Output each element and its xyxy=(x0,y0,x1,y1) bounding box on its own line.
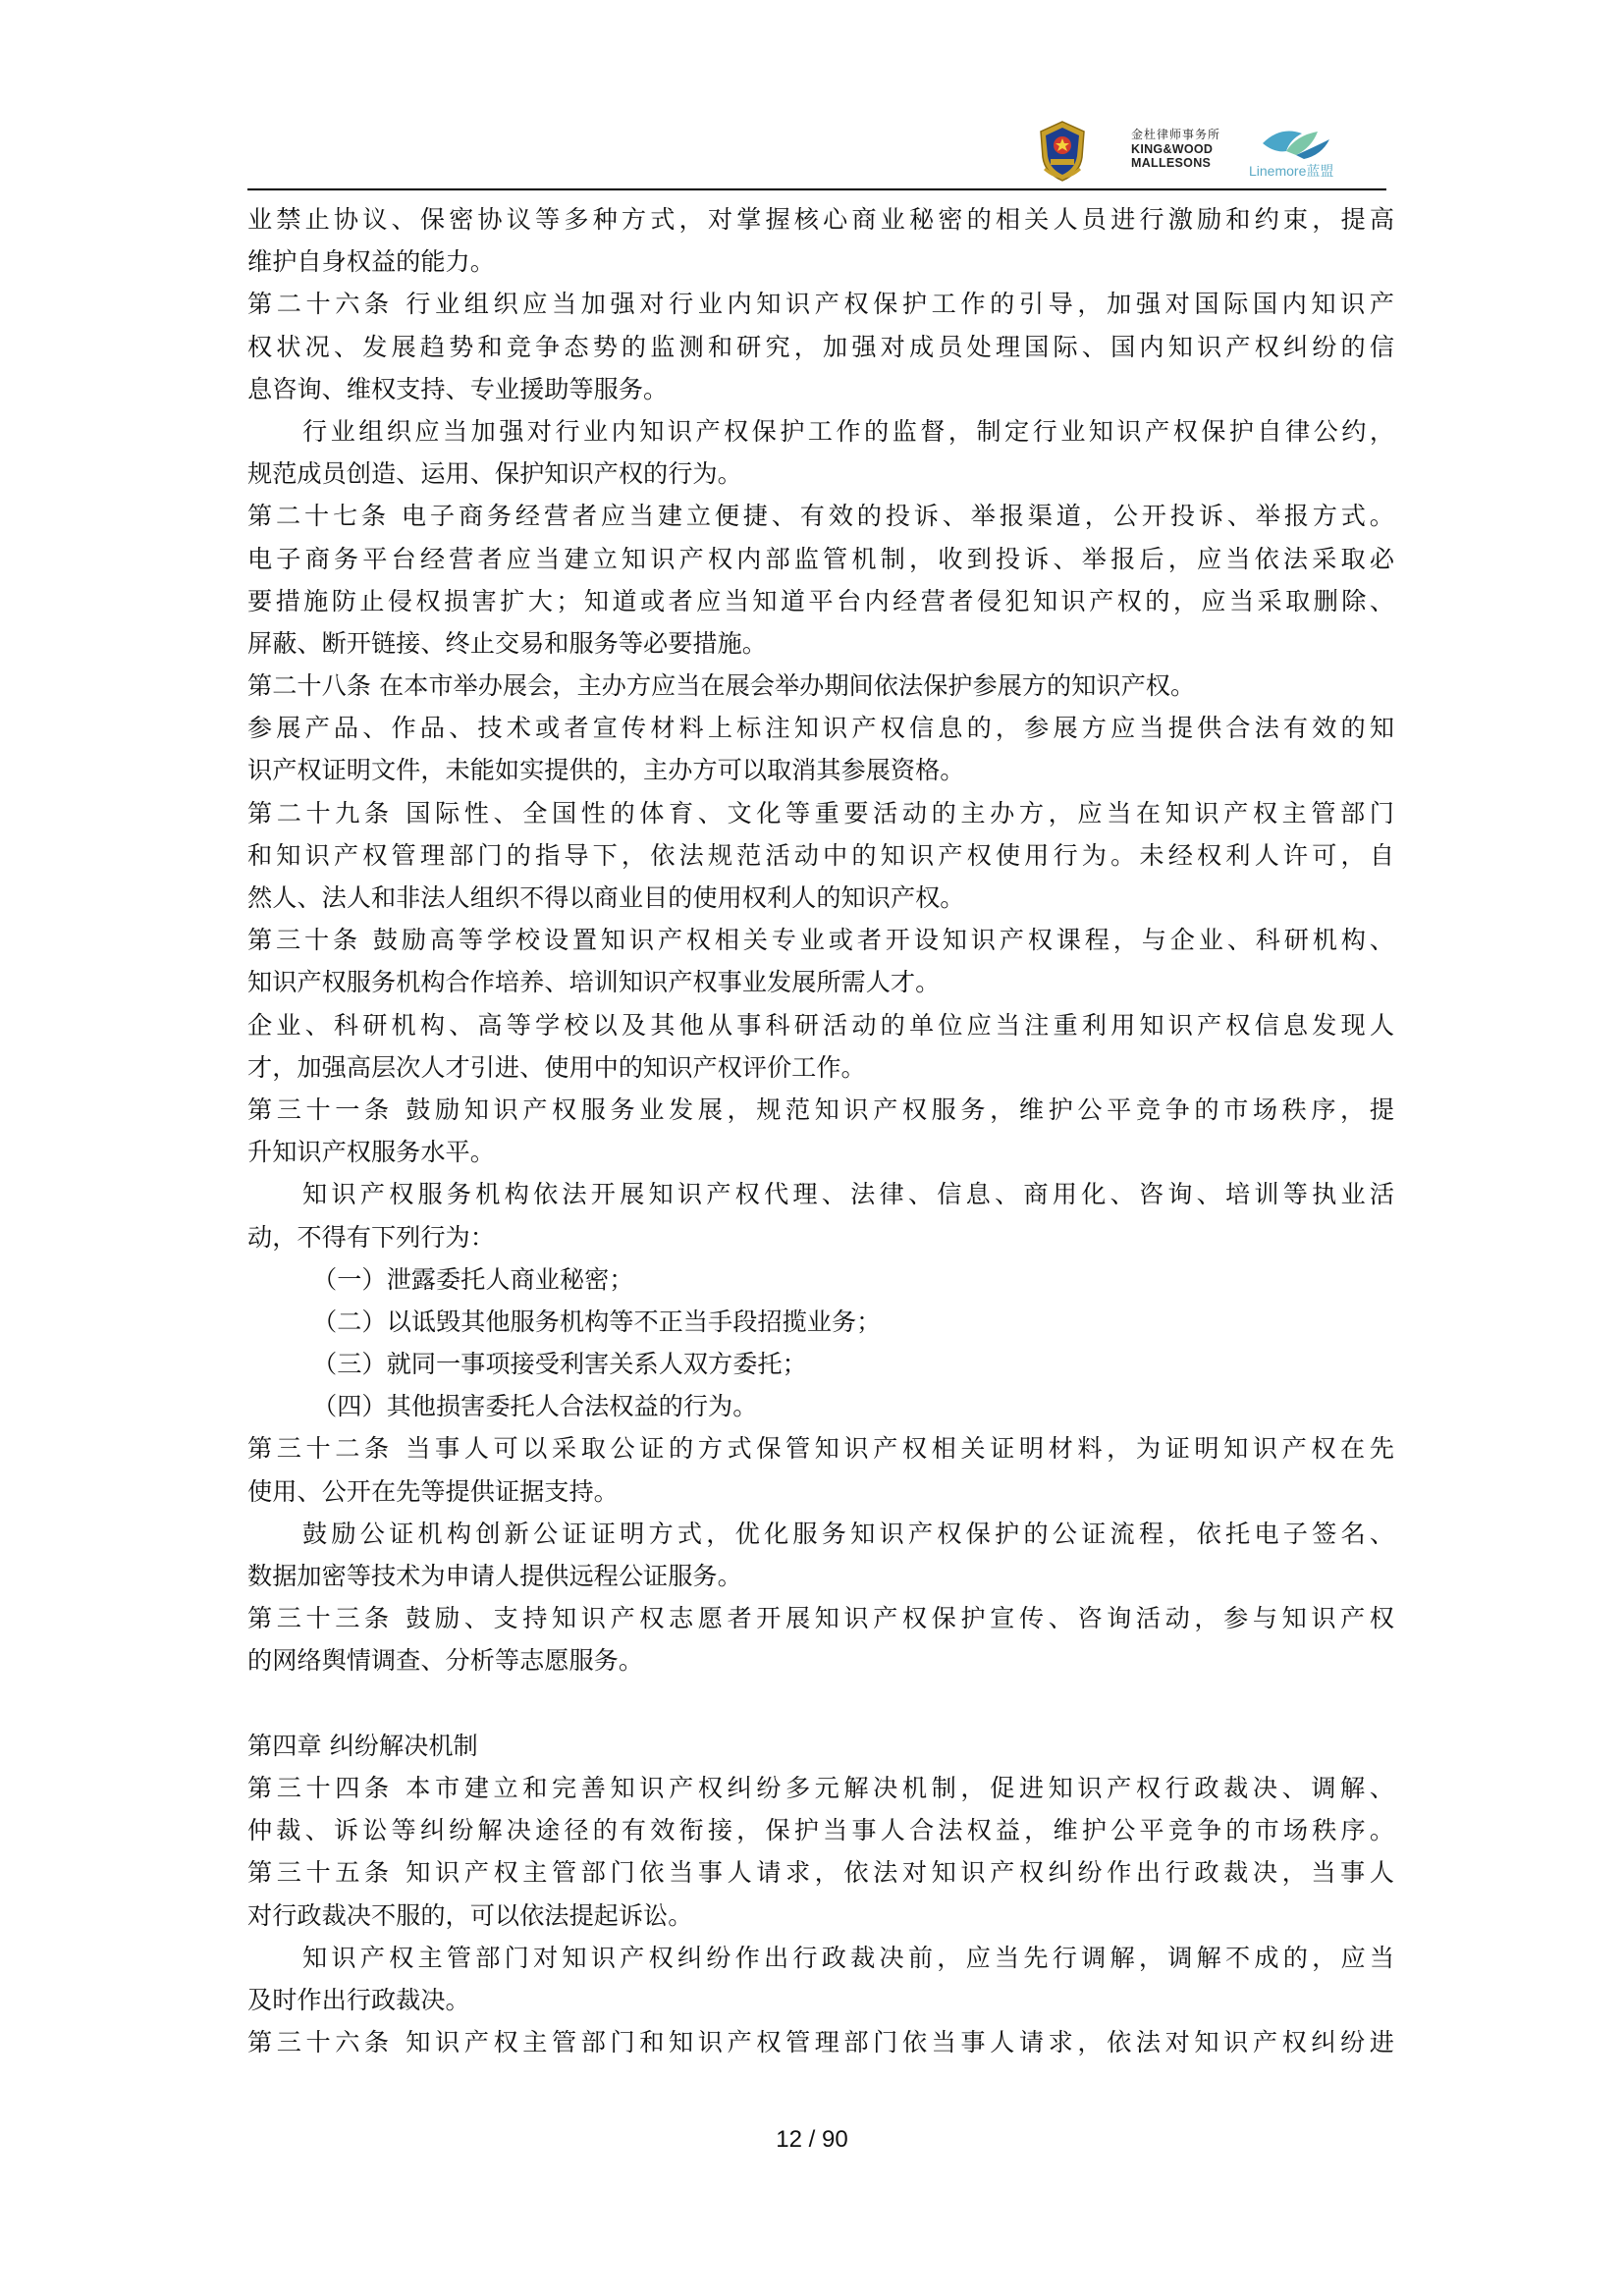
page-number: 12 / 90 xyxy=(776,2126,848,2153)
kwm-logo xyxy=(1131,126,1239,170)
text-line: 才，加强高层次人才引进、使用中的知识产权评价工作。 xyxy=(247,1052,866,1082)
text-line: 第三十三条 鼓励、支持知识产权志愿者开展知识产权保护宣传、咨询活动，参与知识产权 xyxy=(247,1604,1394,1633)
text-line: 动，不得有下列行为： xyxy=(247,1222,495,1252)
text-line: 行业组织应当加强对行业内知识产权保护工作的监督，制定行业知识产权保护自律公约， xyxy=(302,416,1394,446)
text-line: 知识产权主管部门对知识产权纠纷作出行政裁决前，应当先行调解，调解不成的，应当 xyxy=(302,1943,1394,1972)
police-emblem-icon xyxy=(1033,120,1092,183)
text-line: 仲裁、诉讼等纠纷解决途径的有效衔接，保护当事人合法权益，维护公平竞争的市场秩序。 xyxy=(247,1816,1394,1845)
text-line: 识产权证明文件，未能如实提供的，主办方可以取消其参展资格。 xyxy=(247,756,965,785)
text-line: 和知识产权管理部门的指导下，依法规范活动中的知识产权使用行为。未经权利人许可，自 xyxy=(247,840,1394,870)
text-line: 第三十一条 鼓励知识产权服务业发展，规范知识产权服务，维护公平竞争的市场秩序，提 xyxy=(247,1095,1394,1124)
kwm-name-cn: 金杜律师事务所 xyxy=(1131,128,1221,141)
list-item: （四）其他损害委托人合法权益的行为。 xyxy=(312,1392,758,1421)
text-line: 升知识产权服务水平。 xyxy=(247,1138,495,1167)
blank-line xyxy=(247,1682,1394,1725)
text-line: 参展产品、作品、技术或者宣传材料上标注知识产权信息的，参展方应当提供合法有效的知 xyxy=(247,714,1394,743)
text-line: 鼓励公证机构创新公证证明方式，优化服务知识产权保护的公证流程，依托电子签名、 xyxy=(302,1519,1394,1548)
text-line: 使用、公开在先等提供证据支持。 xyxy=(247,1476,619,1506)
text-line: 对行政裁决不服的，可以依法提起诉讼。 xyxy=(247,1900,693,1930)
text-line: 及时作出行政裁决。 xyxy=(247,1985,470,2014)
text-line: 业禁止协议、保密协议等多种方式，对掌握核心商业秘密的相关人员进行激励和约束，提高 xyxy=(247,205,1394,234)
list-item: （二）以诋毁其他服务机构等不正当手段招揽业务； xyxy=(312,1307,882,1336)
text-line: 企业、科研机构、高等学校以及其他从事科研活动的单位应当注重利用知识产权信息发现人 xyxy=(247,1010,1394,1040)
text-line: 的网络舆情调查、分析等志愿服务。 xyxy=(247,1646,643,1676)
header-logos xyxy=(1033,116,1386,185)
text-line: 权状况、发展趋势和竞争态势的监测和研究，加强对成员处理国际、国内知识产权纠纷的信 xyxy=(247,332,1394,361)
chapter-heading: 第四章 纠纷解决机制 xyxy=(247,1731,478,1760)
text-line: 第三十条 鼓励高等学校设置知识产权相关专业或者开设知识产权课程，与企业、科研机构、 xyxy=(247,926,1394,955)
text-line: 第三十二条 当事人可以采取公证的方式保管知识产权相关证明材料，为证明知识产权在先 xyxy=(247,1434,1394,1464)
text-line: 第三十四条 本市建立和完善知识产权纠纷多元解决机制，促进知识产权行政裁决、调解、 xyxy=(247,1773,1394,1802)
text-line: 第二十八条 在本市举办展会，主办方应当在展会举办期间依法保护参展方的知识产权。 xyxy=(247,671,1196,701)
text-line: 第二十九条 国际性、全国性的体育、文化等重要活动的主办方，应当在知识产权主管部门 xyxy=(247,798,1394,828)
text-line: 屏蔽、断开链接、终止交易和服务等必要措施。 xyxy=(247,628,767,658)
document-body xyxy=(247,198,1394,2063)
text-line: 第二十七条 电子商务经营者应当建立便捷、有效的投诉、举报渠道，公开投诉、举报方式。 xyxy=(247,502,1394,531)
text-line: 第二十六条 行业组织应当加强对行业内知识产权保护工作的引导，加强对国际国内知识产 xyxy=(247,290,1394,319)
text-line: 数据加密等技术为申请人提供远程公证服务。 xyxy=(247,1562,742,1590)
kwm-name-en-line2: MALLESONS xyxy=(1131,156,1212,170)
text-line: 然人、法人和非法人组织不得以商业目的使用权利人的知识产权。 xyxy=(247,883,965,912)
text-line: 维护自身权益的能力。 xyxy=(247,247,495,277)
linemore-logo-icon xyxy=(1257,122,1335,161)
text-line: 电子商务平台经营者应当建立知识产权内部监管机制，收到投诉、举报后，应当依法采取必 xyxy=(247,544,1394,573)
text-line: 息咨询、维权支持、专业援助等服务。 xyxy=(247,374,669,403)
text-line: 第三十五条 知识产权主管部门依当事人请求，依法对知识产权纠纷作出行政裁决，当事人 xyxy=(247,1858,1394,1888)
text-line: 规范成员创造、运用、保护知识产权的行为。 xyxy=(247,459,742,489)
text-line: 要措施防止侵权损害扩大；知道或者应当知道平台内经营者侵犯知识产权的，应当采取删除、 xyxy=(247,586,1394,615)
kwm-name-en-line1: KING&WOOD xyxy=(1131,142,1214,156)
list-item: （一）泄露委托人商业秘密； xyxy=(312,1264,634,1294)
list-item: （三）就同一事项接受利害关系人双方委托； xyxy=(312,1350,807,1379)
text-line: 知识产权服务机构合作培养、培训知识产权事业发展所需人才。 xyxy=(247,968,941,997)
header-rule xyxy=(247,188,1386,190)
text-line: 知识产权服务机构依法开展知识产权代理、法律、信息、商用化、咨询、培训等执业活 xyxy=(302,1180,1394,1209)
text-line: 第三十六条 知识产权主管部门和知识产权管理部门依当事人请求，依法对知识产权纠纷进 xyxy=(247,2028,1394,2057)
linemore-logo-text: Linemore蓝盟 xyxy=(1249,163,1334,179)
